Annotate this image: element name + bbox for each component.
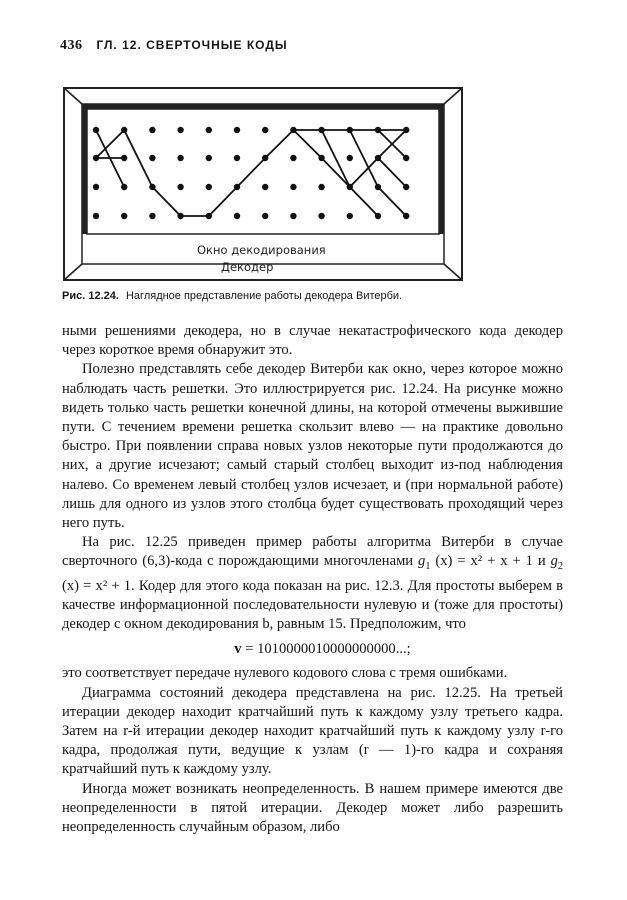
trellis-node (149, 127, 155, 133)
trellis-node (93, 127, 99, 133)
trellis-node (206, 184, 212, 190)
body-text (62, 322, 563, 837)
trellis-node (318, 127, 324, 133)
trellis-node (347, 184, 353, 190)
trellis-node (234, 184, 240, 190)
received-sequence-formula (62, 640, 563, 659)
trellis-node (177, 213, 183, 219)
trellis-node (403, 184, 409, 190)
trellis-node (206, 155, 212, 161)
trellis-node (149, 213, 155, 219)
caption-text: Наглядное представление работы декодера Витерби. (125, 290, 403, 302)
trellis-node (262, 155, 268, 161)
g2-subscript: 2 (557, 561, 564, 573)
trellis-node (206, 127, 212, 133)
window-label: Окно декодирования (197, 243, 326, 257)
trellis-node (290, 184, 296, 190)
trellis-node (347, 127, 353, 133)
g1-symbol: g (418, 553, 426, 570)
trellis-node (206, 213, 212, 219)
trellis-node (234, 127, 240, 133)
trellis-node (403, 213, 409, 219)
trellis-node (347, 155, 353, 161)
paragraph-2: Полезно представлять себе декодер Витерби как окно, через которое можно наблюдать часть решетки. Это иллюстрируется рис. 12.24. На рисунке можно видеть только часть решетки конечной длины, на которой отмечены выжившие пути. С течением времени решетка скользит влево — на практике довольно быстро. При появлении справа новых узлов некоторые пути продолжаются до них, а другие исчезают; самый старый столбец выходит из-под наблюдения налево. Со временем левый столбец узлов исчезает, и (при нормальной работе) лишь для одного из узлов этого столбца будет существовать проходящий через него путь. (62, 361, 563, 532)
trellis-node (93, 213, 99, 219)
decoder-label: Декодер (221, 260, 274, 274)
trellis-node (375, 155, 381, 161)
trellis-node (290, 213, 296, 219)
paragraph-3 (62, 533, 563, 634)
trellis-node (290, 155, 296, 161)
trellis-node (121, 127, 127, 133)
paragraph-3-part-b: Кодер для этого кода показан на рис. 12.3. Для простоты выберем в качестве информационной последовательности нулевую и (тоже для простоты) декодер с окном декодирования b, равным 15. Предположим, что (62, 577, 563, 632)
paragraph-5: Диаграмма состояний декодера представлена на рис. 12.25. На третьей итерации декодер находит кратчайший путь к каждому узлу третьего кадра. Затем на r-й итерации декодер находит кратчайший путь к каждому узлу r-го кадра, продолжая пути, ведущие к узлам (r — 1)-го кадра и сохраняя кратчайший путь к каждому узлу. (62, 684, 563, 778)
formula-lhs: v (234, 641, 242, 658)
trellis-node (403, 127, 409, 133)
page-number: 436 (60, 38, 83, 53)
g1-subscript: 1 (425, 561, 431, 573)
trellis-node (375, 127, 381, 133)
running-title: ГЛ. 12. СВЕРТОЧНЫЕ КОДЫ (96, 38, 288, 52)
trellis-node (234, 213, 240, 219)
trellis-node (347, 213, 353, 219)
paragraph-4: это соответствует передаче нулевого кодового слова с тремя ошибками. (62, 665, 508, 682)
paragraph-1: ными решениями декодера, но в случае некатастрофического кода декодер через короткое время обнаружит это. (62, 323, 563, 359)
trellis-node (93, 155, 99, 161)
g2-symbol: g (550, 553, 558, 570)
paragraph-6: Иногда может возникать неопределенность. В нашем примере имеются две неопределенности в пятой итерации. Декодер может либо разрешить неопределенность случайным образом, либо (62, 780, 563, 835)
trellis-node (318, 155, 324, 161)
trellis-node (375, 184, 381, 190)
trellis-node (121, 213, 127, 219)
g2-expression: (x) = x² + 1. (62, 577, 135, 594)
trellis-node (318, 184, 324, 190)
trellis-node (177, 184, 183, 190)
trellis-node (262, 213, 268, 219)
trellis-node (149, 184, 155, 190)
trellis-node (262, 127, 268, 133)
trellis-node (149, 155, 155, 161)
trellis-node (375, 213, 381, 219)
trellis-node (262, 184, 268, 190)
paragraph-3-part-a: На рис. 12.25 приведен пример работы алгоритма Витерби в случае сверточного (6,3)-кода с порождающими многочленами (62, 534, 563, 570)
trellis-node (121, 184, 127, 190)
trellis-node (318, 213, 324, 219)
trellis-node (403, 155, 409, 161)
trellis-node (93, 184, 99, 190)
trellis-node (290, 127, 296, 133)
formula-rhs: = 1010000010000000000...; (241, 641, 411, 658)
figure-caption (62, 290, 582, 302)
caption-number: Рис. 12.24. (62, 290, 119, 302)
trellis-node (121, 155, 127, 161)
trellis-node (177, 155, 183, 161)
trellis-node (234, 155, 240, 161)
g1-expression: (x) = x² + x + 1 и (430, 553, 551, 570)
trellis-node (177, 127, 183, 133)
